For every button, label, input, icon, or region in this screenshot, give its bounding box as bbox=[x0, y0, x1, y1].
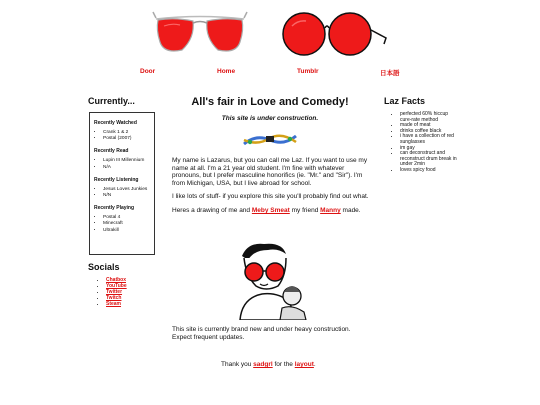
youtube-link[interactable]: YouTube bbox=[106, 283, 127, 289]
nav-tumblr-link[interactable]: Tumblr bbox=[297, 68, 319, 75]
list-item: • N/N bbox=[103, 193, 150, 199]
laz-facts-heading: Laz Facts bbox=[384, 96, 426, 106]
section-title: Recently Playing bbox=[94, 205, 135, 212]
fact-item: • made of meat bbox=[400, 123, 460, 129]
chatbox-link[interactable]: Chatbox bbox=[106, 277, 126, 283]
recently-listening-list bbox=[94, 187, 150, 199]
nav-door-link[interactable]: Door bbox=[140, 68, 156, 75]
list-item: • Ultrakill bbox=[103, 228, 150, 234]
twitch-link[interactable]: Twitch bbox=[106, 295, 122, 301]
thanks-text-before: Thank you bbox=[221, 361, 254, 368]
meby-smeat-link[interactable]: Meby Smeat bbox=[251, 206, 290, 214]
steam-link[interactable]: Steam bbox=[106, 301, 122, 307]
intro-paragraph: My name is Lazarus, but you can call me Laz. If you want to use my name at all. I'm a 21 year old student. I'm fine with whatever pronouns, but I prefer masculine honorifics (ie. "Mr." and "Sir"). I'm from Michigan, USA, but I live abroad for school. bbox=[172, 157, 368, 187]
recently-playing-list bbox=[94, 215, 150, 234]
list-item: • Minecraft bbox=[103, 221, 150, 227]
fact-item: • loves spicy food bbox=[400, 168, 460, 174]
thanks-text-middle: for the bbox=[272, 361, 295, 368]
intro-text-block bbox=[172, 157, 372, 221]
thanks-text-after: . bbox=[313, 361, 316, 368]
portrait-drawing-image bbox=[234, 242, 312, 325]
drawing-text-middle: my friend bbox=[289, 206, 321, 214]
fact-item: • perfected 60% hiccup cure-rate method bbox=[400, 112, 460, 123]
list-item: • Crank 1 & 2 bbox=[103, 130, 150, 136]
fact-item: • drinks coffee black bbox=[400, 129, 460, 135]
section-title: Recently Listening bbox=[94, 176, 139, 183]
recently-watched-list bbox=[94, 130, 150, 142]
sadgrl-link[interactable]: sadgrl bbox=[253, 361, 273, 368]
socials-heading: Socials bbox=[88, 262, 120, 272]
twitter-link[interactable]: Twitter bbox=[106, 289, 123, 295]
list-item: • Lupin III Millennium bbox=[103, 158, 150, 164]
list-item: • Postal 4 bbox=[103, 215, 150, 221]
red-round-glasses-image bbox=[278, 10, 390, 62]
currently-heading: Currently... bbox=[88, 96, 135, 106]
red-aviator-glasses-image bbox=[150, 10, 250, 60]
manny-link[interactable]: Manny bbox=[320, 206, 341, 214]
nav-home-link[interactable]: Home bbox=[217, 68, 236, 75]
layout-link[interactable]: layout bbox=[294, 361, 314, 368]
fact-item: • can deconstruct and reconstruct drum break in under 2min bbox=[400, 151, 460, 168]
recently-read-list bbox=[94, 158, 150, 170]
currently-box bbox=[89, 112, 155, 255]
socials-list bbox=[92, 277, 127, 307]
fact-item: • i have a collection of red sunglasses bbox=[400, 134, 460, 145]
fact-item: • im gay bbox=[400, 146, 460, 152]
list-item: • N/A bbox=[103, 165, 150, 171]
drawing-text-before: Heres a drawing of me and bbox=[172, 206, 252, 214]
drawing-paragraph bbox=[172, 207, 372, 215]
list-item: • Postal (2007) bbox=[103, 136, 150, 142]
nav-japanese-link[interactable]: 日本語 bbox=[380, 70, 400, 77]
construction-paragraph: This site is currently brand new and under heavy construction. Expect frequent updates. bbox=[172, 326, 351, 341]
page-title: All's fair in Love and Comedy! bbox=[191, 96, 349, 108]
social-item bbox=[106, 301, 127, 307]
thanks-line bbox=[221, 361, 421, 369]
explore-paragraph: I like lots of stuff- if you explore this site you'll probably find out what. bbox=[172, 193, 369, 201]
section-title: Recently Read bbox=[94, 148, 129, 155]
divider-graphic bbox=[242, 128, 298, 155]
list-item: • Jesus Loves Junkies bbox=[103, 187, 150, 193]
laz-facts-list bbox=[390, 112, 460, 174]
drawing-text-after: made. bbox=[340, 206, 361, 214]
section-title: Recently Watched bbox=[94, 120, 137, 126]
construction-subtitle: This site is under construction. bbox=[221, 115, 319, 122]
